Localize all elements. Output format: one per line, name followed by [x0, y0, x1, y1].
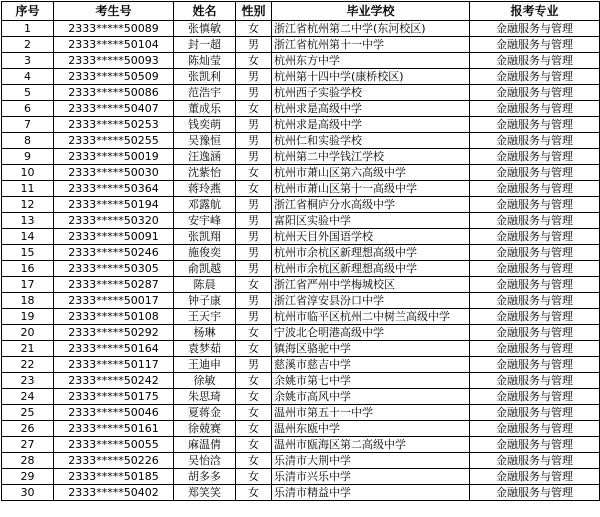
cell-gender: 女: [236, 453, 272, 469]
cell-seq: 26: [2, 421, 54, 437]
cell-seq: 29: [2, 469, 54, 485]
cell-exam-number: 2333*****50161: [54, 421, 174, 437]
table-row: [2, 69, 600, 85]
cell-applied-major: 金融服务与管理: [470, 229, 600, 245]
cell-exam-number: 2333*****50287: [54, 277, 174, 293]
cell-graduate-school: 杭州天目外国语学校: [272, 229, 470, 245]
cell-graduate-school: 杭州第二中学钱江学校: [272, 149, 470, 165]
header-graduate-school: 毕业学校: [272, 2, 470, 21]
admission-table: [1, 1, 600, 501]
table-row: [2, 309, 600, 325]
cell-applied-major: 金融服务与管理: [470, 165, 600, 181]
cell-exam-number: 2333*****50253: [54, 117, 174, 133]
cell-name: 夏蒋金: [174, 405, 236, 421]
cell-seq: 17: [2, 277, 54, 293]
table-row: [2, 405, 600, 421]
cell-seq: 27: [2, 437, 54, 453]
table-row: [2, 437, 600, 453]
cell-name: 陈晨: [174, 277, 236, 293]
table-row: [2, 101, 600, 117]
cell-graduate-school: 慈溪市慈吉中学: [272, 357, 470, 373]
table-row: [2, 325, 600, 341]
cell-applied-major: 金融服务与管理: [470, 149, 600, 165]
header-name: 姓名: [174, 2, 236, 21]
cell-gender: 女: [236, 405, 272, 421]
cell-exam-number: 2333*****50242: [54, 373, 174, 389]
cell-gender: 女: [236, 437, 272, 453]
cell-name: 张凯翔: [174, 229, 236, 245]
cell-applied-major: 金融服务与管理: [470, 69, 600, 85]
cell-graduate-school: 杭州市余杭区新理想高级中学: [272, 245, 470, 261]
cell-exam-number: 2333*****50407: [54, 101, 174, 117]
table-row: [2, 213, 600, 229]
cell-exam-number: 2333*****50030: [54, 165, 174, 181]
cell-gender: 男: [236, 37, 272, 53]
cell-name: 王天宇: [174, 309, 236, 325]
cell-graduate-school: 杭州市萧山区第六高级中学: [272, 165, 470, 181]
cell-gender: 女: [236, 325, 272, 341]
header-gender: 性别: [236, 2, 272, 21]
cell-applied-major: 金融服务与管理: [470, 101, 600, 117]
cell-applied-major: 金融服务与管理: [470, 21, 600, 37]
table-row: [2, 357, 600, 373]
cell-name: 施俊奕: [174, 245, 236, 261]
cell-gender: 女: [236, 389, 272, 405]
cell-gender: 男: [236, 85, 272, 101]
cell-seq: 22: [2, 357, 54, 373]
cell-seq: 28: [2, 453, 54, 469]
table-row: [2, 149, 600, 165]
cell-exam-number: 2333*****50246: [54, 245, 174, 261]
cell-name: 朱思琦: [174, 389, 236, 405]
cell-name: 钱奕萌: [174, 117, 236, 133]
cell-applied-major: 金融服务与管理: [470, 389, 600, 405]
cell-name: 张慎敏: [174, 21, 236, 37]
cell-exam-number: 2333*****50091: [54, 229, 174, 245]
cell-applied-major: 金融服务与管理: [470, 485, 600, 501]
cell-gender: 女: [236, 469, 272, 485]
cell-seq: 23: [2, 373, 54, 389]
cell-exam-number: 2333*****50086: [54, 85, 174, 101]
cell-name: 沈紫怡: [174, 165, 236, 181]
cell-applied-major: 金融服务与管理: [470, 213, 600, 229]
cell-seq: 8: [2, 133, 54, 149]
cell-graduate-school: 浙江省淳安县汾口中学: [272, 293, 470, 309]
table-row: [2, 421, 600, 437]
cell-gender: 女: [236, 277, 272, 293]
cell-gender: 女: [236, 373, 272, 389]
cell-name: 董成乐: [174, 101, 236, 117]
cell-seq: 13: [2, 213, 54, 229]
cell-exam-number: 2333*****50108: [54, 309, 174, 325]
cell-applied-major: 金融服务与管理: [470, 341, 600, 357]
cell-graduate-school: 杭州市余杭区新理想高级中学: [272, 261, 470, 277]
cell-graduate-school: 杭州市临平区杭州二中树兰高级中学: [272, 309, 470, 325]
cell-exam-number: 2333*****50364: [54, 181, 174, 197]
cell-gender: 男: [236, 245, 272, 261]
cell-seq: 24: [2, 389, 54, 405]
cell-gender: 女: [236, 101, 272, 117]
cell-gender: 男: [236, 293, 272, 309]
cell-graduate-school: 杭州东方中学: [272, 53, 470, 69]
table-row: [2, 293, 600, 309]
cell-applied-major: 金融服务与管理: [470, 309, 600, 325]
table-row: [2, 485, 600, 501]
cell-gender: 男: [236, 69, 272, 85]
table-row: [2, 37, 600, 53]
table-row: [2, 453, 600, 469]
cell-name: 吴怡浛: [174, 453, 236, 469]
cell-gender: 女: [236, 181, 272, 197]
cell-name: 汪逸涵: [174, 149, 236, 165]
cell-seq: 5: [2, 85, 54, 101]
cell-name: 封一超: [174, 37, 236, 53]
cell-exam-number: 2333*****50226: [54, 453, 174, 469]
cell-applied-major: 金融服务与管理: [470, 181, 600, 197]
cell-graduate-school: 杭州西子实验学校: [272, 85, 470, 101]
cell-exam-number: 2333*****50017: [54, 293, 174, 309]
cell-exam-number: 2333*****50019: [54, 149, 174, 165]
cell-name: 王迪申: [174, 357, 236, 373]
cell-graduate-school: 宁波北仑明港高级中学: [272, 325, 470, 341]
cell-seq: 4: [2, 69, 54, 85]
cell-name: 吴豫恒: [174, 133, 236, 149]
cell-graduate-school: 杭州求是高级中学: [272, 101, 470, 117]
cell-name: 张凯利: [174, 69, 236, 85]
cell-seq: 15: [2, 245, 54, 261]
table-row: [2, 133, 600, 149]
cell-exam-number: 2333*****50185: [54, 469, 174, 485]
cell-graduate-school: 浙江省杭州第十一中学: [272, 37, 470, 53]
cell-exam-number: 2333*****50320: [54, 213, 174, 229]
cell-applied-major: 金融服务与管理: [470, 53, 600, 69]
cell-graduate-school: 余姚市第七中学: [272, 373, 470, 389]
table-header-row: [2, 2, 600, 21]
cell-seq: 6: [2, 101, 54, 117]
cell-gender: 男: [236, 213, 272, 229]
cell-exam-number: 2333*****50055: [54, 437, 174, 453]
table-row: [2, 245, 600, 261]
cell-gender: 男: [236, 149, 272, 165]
cell-name: 陈灿莹: [174, 53, 236, 69]
cell-graduate-school: 杭州市萧山区第十一高级中学: [272, 181, 470, 197]
table-row: [2, 85, 600, 101]
cell-applied-major: 金融服务与管理: [470, 357, 600, 373]
cell-applied-major: 金融服务与管理: [470, 117, 600, 133]
cell-applied-major: 金融服务与管理: [470, 405, 600, 421]
cell-seq: 1: [2, 21, 54, 37]
cell-gender: 男: [236, 117, 272, 133]
cell-seq: 12: [2, 197, 54, 213]
cell-seq: 7: [2, 117, 54, 133]
table-row: [2, 197, 600, 213]
cell-seq: 19: [2, 309, 54, 325]
table-row: [2, 53, 600, 69]
cell-gender: 男: [236, 229, 272, 245]
cell-name: 徐敏: [174, 373, 236, 389]
header-exam-number: 考生号: [54, 2, 174, 21]
table-row: [2, 469, 600, 485]
cell-applied-major: 金融服务与管理: [470, 453, 600, 469]
cell-name: 蒋玲燕: [174, 181, 236, 197]
cell-seq: 11: [2, 181, 54, 197]
cell-seq: 30: [2, 485, 54, 501]
cell-applied-major: 金融服务与管理: [470, 421, 600, 437]
cell-graduate-school: 乐清市精益中学: [272, 485, 470, 501]
cell-exam-number: 2333*****50175: [54, 389, 174, 405]
cell-name: 麻温倩: [174, 437, 236, 453]
table-row: [2, 181, 600, 197]
cell-name: 胡多多: [174, 469, 236, 485]
table-row: [2, 261, 600, 277]
cell-gender: 女: [236, 165, 272, 181]
header-seq: 序号: [2, 2, 54, 21]
table-row: [2, 389, 600, 405]
cell-gender: 女: [236, 341, 272, 357]
cell-exam-number: 2333*****50104: [54, 37, 174, 53]
cell-exam-number: 2333*****50305: [54, 261, 174, 277]
cell-gender: 女: [236, 21, 272, 37]
cell-applied-major: 金融服务与管理: [470, 197, 600, 213]
cell-applied-major: 金融服务与管理: [470, 85, 600, 101]
cell-seq: 10: [2, 165, 54, 181]
cell-name: 徐兢赛: [174, 421, 236, 437]
cell-exam-number: 2333*****50164: [54, 341, 174, 357]
cell-name: 安宇峰: [174, 213, 236, 229]
cell-exam-number: 2333*****50093: [54, 53, 174, 69]
cell-gender: 男: [236, 309, 272, 325]
table-row: [2, 341, 600, 357]
cell-exam-number: 2333*****50509: [54, 69, 174, 85]
table-row: [2, 117, 600, 133]
table-row: [2, 373, 600, 389]
cell-seq: 25: [2, 405, 54, 421]
cell-name: 杨琳: [174, 325, 236, 341]
cell-graduate-school: 浙江省桐庐分水高级中学: [272, 197, 470, 213]
table-row: [2, 165, 600, 181]
cell-name: 范浩宇: [174, 85, 236, 101]
cell-seq: 21: [2, 341, 54, 357]
cell-applied-major: 金融服务与管理: [470, 325, 600, 341]
cell-graduate-school: 乐清市兴乐中学: [272, 469, 470, 485]
cell-gender: 女: [236, 53, 272, 69]
cell-seq: 16: [2, 261, 54, 277]
cell-applied-major: 金融服务与管理: [470, 277, 600, 293]
cell-graduate-school: 杭州求是高级中学: [272, 117, 470, 133]
cell-gender: 男: [236, 357, 272, 373]
cell-graduate-school: 温州市瓯海区第二高级中学: [272, 437, 470, 453]
cell-graduate-school: 富阳区实验中学: [272, 213, 470, 229]
cell-name: 邓露航: [174, 197, 236, 213]
cell-gender: 女: [236, 421, 272, 437]
table-body: [2, 21, 600, 501]
table-row: [2, 277, 600, 293]
cell-graduate-school: 温州市第五十一中学: [272, 405, 470, 421]
cell-applied-major: 金融服务与管理: [470, 37, 600, 53]
cell-seq: 14: [2, 229, 54, 245]
cell-graduate-school: 浙江省杭州第二中学(东河校区): [272, 21, 470, 37]
cell-applied-major: 金融服务与管理: [470, 437, 600, 453]
cell-applied-major: 金融服务与管理: [470, 261, 600, 277]
cell-exam-number: 2333*****50194: [54, 197, 174, 213]
cell-graduate-school: 杭州仁和实验学校: [272, 133, 470, 149]
cell-seq: 18: [2, 293, 54, 309]
table-row: [2, 21, 600, 37]
cell-name: 俞凯越: [174, 261, 236, 277]
cell-seq: 2: [2, 37, 54, 53]
cell-gender: 男: [236, 197, 272, 213]
cell-exam-number: 2333*****50046: [54, 405, 174, 421]
cell-applied-major: 金融服务与管理: [470, 373, 600, 389]
header-applied-major: 报考专业: [470, 2, 600, 21]
cell-exam-number: 2333*****50402: [54, 485, 174, 501]
cell-name: 钟子康: [174, 293, 236, 309]
cell-graduate-school: 镇海区骆驼中学: [272, 341, 470, 357]
cell-applied-major: 金融服务与管理: [470, 293, 600, 309]
cell-gender: 男: [236, 133, 272, 149]
cell-name: 郑笑笑: [174, 485, 236, 501]
cell-seq: 20: [2, 325, 54, 341]
cell-graduate-school: 浙江省严州中学梅城校区: [272, 277, 470, 293]
cell-name: 袁梦茹: [174, 341, 236, 357]
cell-seq: 9: [2, 149, 54, 165]
cell-exam-number: 2333*****50255: [54, 133, 174, 149]
cell-gender: 女: [236, 485, 272, 501]
cell-applied-major: 金融服务与管理: [470, 469, 600, 485]
cell-gender: 男: [236, 261, 272, 277]
cell-graduate-school: 乐清市大荆中学: [272, 453, 470, 469]
cell-graduate-school: 余姚市高风中学: [272, 389, 470, 405]
table-row: [2, 229, 600, 245]
cell-seq: 3: [2, 53, 54, 69]
cell-applied-major: 金融服务与管理: [470, 133, 600, 149]
cell-graduate-school: 温州东瓯中学: [272, 421, 470, 437]
cell-exam-number: 2333*****50089: [54, 21, 174, 37]
cell-applied-major: 金融服务与管理: [470, 245, 600, 261]
cell-exam-number: 2333*****50292: [54, 325, 174, 341]
cell-exam-number: 2333*****50117: [54, 357, 174, 373]
cell-graduate-school: 杭州第十四中学(康桥校区): [272, 69, 470, 85]
